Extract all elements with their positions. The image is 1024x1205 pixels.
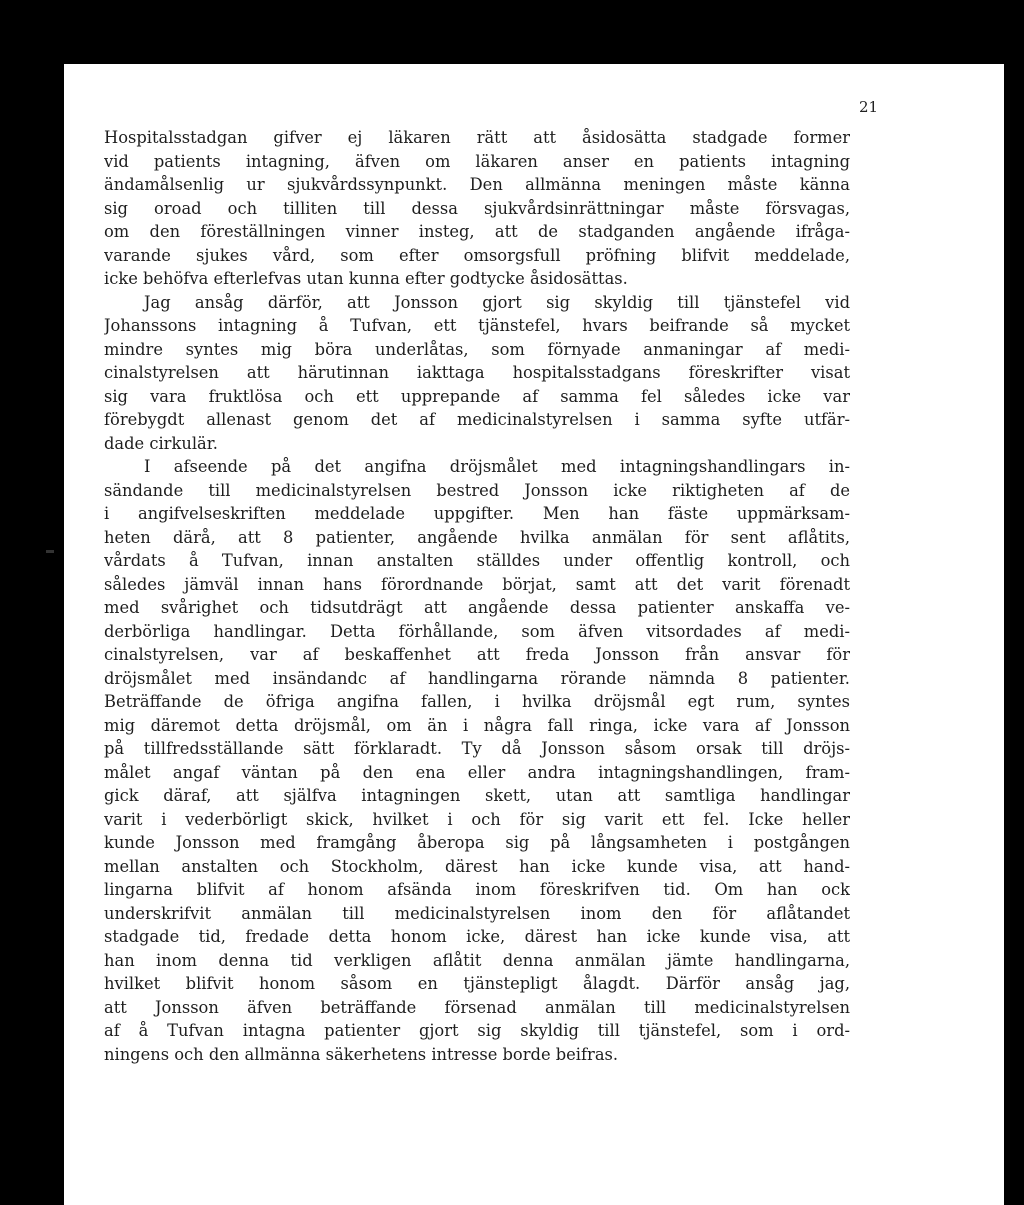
text-line: sändande till medicinalstyrelsen bestred Jonsson icke riktigheten af de xyxy=(104,480,850,500)
text-line: underskrifvit anmälan till medicinalstyrelsen inom den för aflåtandet xyxy=(104,903,850,923)
document-page xyxy=(64,64,1004,1205)
text-line: kunde Jonsson med framgång åberopa sig på långsamheten i postgången xyxy=(104,833,850,852)
text-line: Beträffande de öfriga angifna fallen, i hvilka dröjsmål egt rum, syntes xyxy=(104,692,850,711)
text-line: vårdats å Tufvan, innan anstalten ställdes under offentlig kontroll, och xyxy=(104,551,850,570)
text-line: derbörliga handlingar. Detta förhållande, som äfven vitsordades af medi- xyxy=(104,621,850,641)
text-line: sig oroad och tilliten till dessa sjukvårdsinrättningar måste försvagas, xyxy=(104,198,850,218)
text-line: I afseende på det angifna dröjsmålet med intagningshandlingars in- xyxy=(144,457,850,476)
text-line: i angifvelseskriften meddelade uppgifter. Men han fäste uppmärksam- xyxy=(104,504,850,523)
text-line: att Jonsson äfven beträffande försenad anmälan till medicinalstyrelsen xyxy=(104,997,850,1017)
text-line: lingarna blifvit af honom afsända inom föreskrifven tid. Om han ock xyxy=(104,880,850,899)
text-line: icke behöfva efterlefvas utan kunna efter godtycke åsidosättas. xyxy=(104,269,628,288)
text-line: varande sjukes vård, som efter omsorgsfull pröfning blifvit meddelade, xyxy=(104,245,850,265)
text-line: varit i vederbörligt skick, hvilket i och för sig varit ett fel. Icke heller xyxy=(104,809,850,829)
text-line: ningens och den allmänna säkerhetens intresse borde beifras. xyxy=(104,1044,619,1064)
text-line: cinalstyrelsen att härutinnan iakttaga hospitalsstadgans föreskrifter visat xyxy=(104,363,850,382)
text-line: Jag ansåg därför, att Jonsson gjort sig skyldig till tjänstefel vid xyxy=(144,292,850,312)
text-line: stadgade tid, fredade detta honom icke, därest han icke kunde visa, att xyxy=(104,927,850,946)
page-number: 21 xyxy=(859,98,879,116)
body-text xyxy=(104,126,850,1066)
text-line: målet angaf väntan på den ena eller andra intagningshandlingen, fram- xyxy=(104,762,850,782)
text-line: förebygdt allenast genom det af medicinalstyrelsen i samma syfte utfär- xyxy=(104,410,850,429)
text-line: heten därå, att 8 patienter, angående hvilka anmälan för sent aflåtits, xyxy=(104,527,850,547)
text-line: på tillfredsställande sätt förklaradt. Ty då Jonsson såsom orsak till dröjs- xyxy=(104,739,850,758)
text-line: gick däraf, att själfva intagningen skett, utan att samtliga handlingar xyxy=(104,786,850,805)
margin-mark xyxy=(46,550,54,553)
text-line: dröjsmålet med insändandc af handlingarna rörande nämnda 8 patienter. xyxy=(104,668,850,688)
text-line: af å Tufvan intagna patienter gjort sig skyldig till tjänstefel, som i ord- xyxy=(104,1021,850,1040)
text-line: mig däremot detta dröjsmål, om än i några fall ringa, icke vara af Jonsson xyxy=(104,715,850,735)
text-line: mellan anstalten och Stockholm, därest han icke kunde visa, att hand- xyxy=(104,856,850,876)
text-line: dade cirkulär. xyxy=(104,433,218,453)
text-line: således jämväl innan hans förordnande börjat, samt att det varit förenadt xyxy=(104,574,850,594)
text-line: mindre syntes mig böra underlåtas, som förnyade anmaningar af medi- xyxy=(104,339,850,359)
text-line: med svårighet och tidsutdrägt att angående dessa patienter anskaffa ve- xyxy=(104,598,850,617)
text-line: han inom denna tid verkligen aflåtit denna anmälan jämte handlingarna, xyxy=(104,950,850,970)
text-line: hvilket blifvit honom såsom en tjänstepligt ålagdt. Därför ansåg jag, xyxy=(104,974,850,993)
text-line: ändamålsenlig ur sjukvårdssynpunkt. Den allmänna meningen måste känna xyxy=(104,175,850,194)
text-line: om den föreställningen vinner insteg, att de stadganden angående ifråga- xyxy=(104,222,850,241)
text-line: Johanssons intagning å Tufvan, ett tjänstefel, hvars beifrande så mycket xyxy=(104,316,850,335)
text-line: sig vara fruktlösa och ett upprepande af samma fel således icke var xyxy=(104,386,850,406)
text-line: vid patients intagning, äfven om läkaren anser en patients intagning xyxy=(104,151,850,171)
text-line: Hospitalsstadgan gifver ej läkaren rätt att åsidosätta stadgade former xyxy=(104,128,850,147)
text-line: cinalstyrelsen, var af beskaffenhet att freda Jonsson från ansvar för xyxy=(104,645,850,664)
